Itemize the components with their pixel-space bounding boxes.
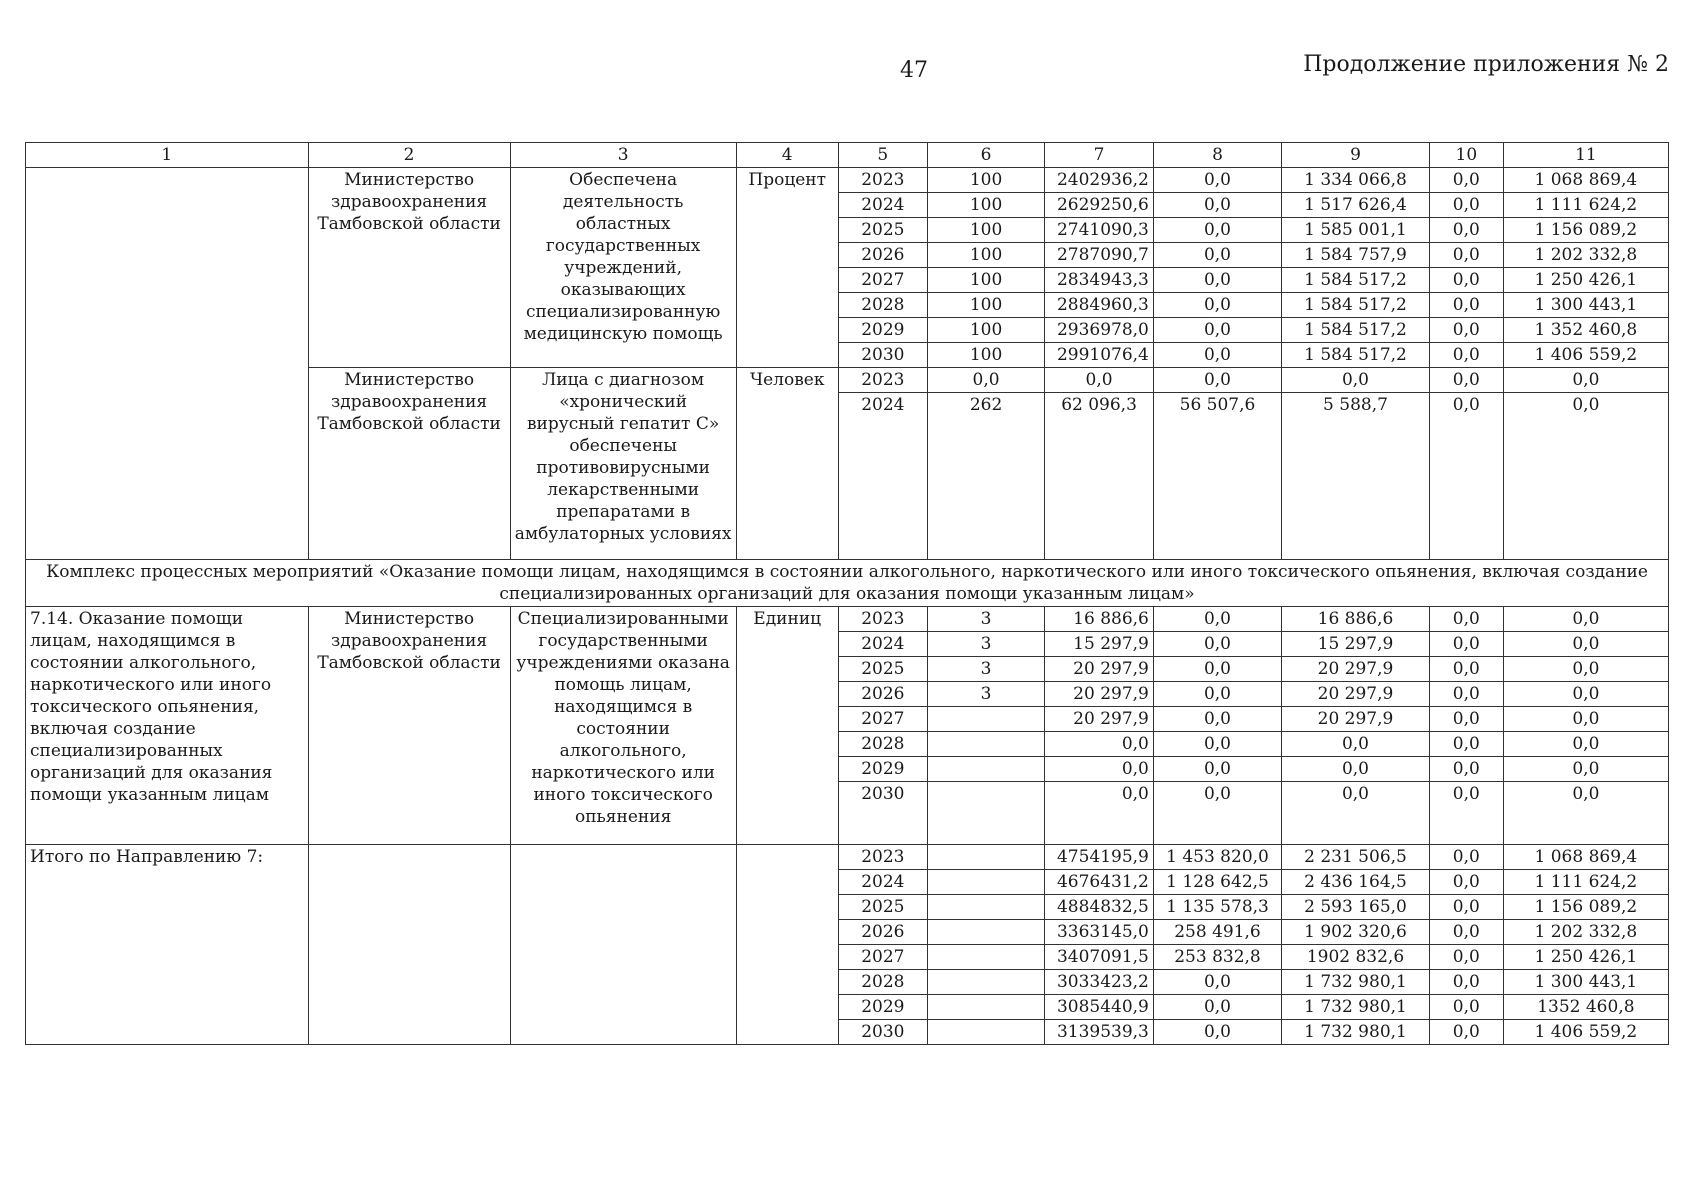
value-cell: 1 202 332,8 [1503, 243, 1668, 268]
header-cell: 11 [1503, 143, 1668, 168]
value-cell: 0,0 [1282, 782, 1430, 845]
value-cell [927, 895, 1044, 920]
value-cell: 1 902 320,6 [1282, 920, 1430, 945]
value-cell: 0,0 [1429, 632, 1503, 657]
section-row [26, 560, 1669, 607]
value-cell: 2884960,3 [1045, 293, 1154, 318]
value-cell: 15 297,9 [1045, 632, 1154, 657]
value-cell: 2028 [838, 732, 927, 757]
value-cell: 4754195,9 [1045, 845, 1154, 870]
value-cell: 0,0 [1282, 732, 1430, 757]
value-cell: 0,0 [1153, 343, 1281, 368]
value-cell [927, 920, 1044, 945]
value-cell: 0,0 [1153, 995, 1281, 1020]
value-cell: 0,0 [1153, 707, 1281, 732]
value-cell: 262 [927, 393, 1044, 560]
result-description-cell [510, 845, 736, 1045]
value-cell: 3139539,3 [1045, 1020, 1154, 1045]
value-cell: 0,0 [1153, 293, 1281, 318]
header-cell: 6 [927, 143, 1044, 168]
value-cell: 62 096,3 [1045, 393, 1154, 560]
value-cell: 1 584 517,2 [1282, 343, 1430, 368]
value-cell: 1 068 869,4 [1503, 168, 1668, 193]
value-cell: 0,0 [1429, 732, 1503, 757]
value-cell: 0,0 [1045, 732, 1154, 757]
value-cell: 0,0 [1153, 757, 1281, 782]
value-cell: 0,0 [1429, 607, 1503, 632]
value-cell: 2026 [838, 243, 927, 268]
value-cell: 1 128 642,5 [1153, 870, 1281, 895]
value-cell: 0,0 [1429, 268, 1503, 293]
value-cell: 100 [927, 268, 1044, 293]
value-cell: 20 297,9 [1045, 682, 1154, 707]
value-cell: 0,0 [1429, 895, 1503, 920]
result-description-cell: Лица с диагнозом «хронический вирусный гепатит С» обеспечены противовирусными лекарственными препаратами в амбулаторных условиях [510, 368, 736, 560]
value-cell: 2741090,3 [1045, 218, 1154, 243]
value-cell [927, 707, 1044, 732]
value-cell: 0,0 [1153, 682, 1281, 707]
measure-name-cell [26, 168, 309, 560]
value-cell: 2936978,0 [1045, 318, 1154, 343]
value-cell [927, 757, 1044, 782]
header-cell: 9 [1282, 143, 1430, 168]
value-cell: 2023 [838, 845, 927, 870]
value-cell: 0,0 [1153, 782, 1281, 845]
value-cell: 2026 [838, 682, 927, 707]
value-cell: 2025 [838, 218, 927, 243]
responsible-executor-cell: Министерство здравоохранения Тамбовской области [308, 607, 510, 845]
unit-cell: Единиц [736, 607, 838, 845]
table-row [26, 168, 1669, 193]
value-cell: 0,0 [1153, 657, 1281, 682]
value-cell: 100 [927, 343, 1044, 368]
value-cell: 1 584 517,2 [1282, 318, 1430, 343]
value-cell: 3 [927, 607, 1044, 632]
value-cell: 0,0 [1503, 682, 1668, 707]
table-row [26, 607, 1669, 632]
value-cell: 3363145,0 [1045, 920, 1154, 945]
value-cell: 0,0 [1429, 970, 1503, 995]
value-cell: 20 297,9 [1045, 707, 1154, 732]
value-cell: 0,0 [1153, 168, 1281, 193]
value-cell: 0,0 [1429, 318, 1503, 343]
value-cell: 0,0 [1503, 393, 1668, 560]
unit-cell: Человек [736, 368, 838, 560]
value-cell: 2029 [838, 318, 927, 343]
value-cell: 1 250 426,1 [1503, 945, 1668, 970]
value-cell: 1 111 624,2 [1503, 193, 1668, 218]
value-cell: 2025 [838, 657, 927, 682]
value-cell: 3 [927, 682, 1044, 707]
value-cell: 3 [927, 657, 1044, 682]
value-cell: 20 297,9 [1045, 657, 1154, 682]
value-cell: 1 584 757,9 [1282, 243, 1430, 268]
header-cell: 7 [1045, 143, 1154, 168]
value-cell: 0,0 [1153, 318, 1281, 343]
value-cell: 1 453 820,0 [1153, 845, 1281, 870]
value-cell: 1 584 517,2 [1282, 293, 1430, 318]
value-cell: 2024 [838, 193, 927, 218]
value-cell: 1 406 559,2 [1503, 1020, 1668, 1045]
value-cell: 20 297,9 [1282, 657, 1430, 682]
value-cell [927, 945, 1044, 970]
value-cell: 0,0 [1429, 870, 1503, 895]
value-cell: 253 832,8 [1153, 945, 1281, 970]
value-cell: 20 297,9 [1282, 707, 1430, 732]
value-cell: 4884832,5 [1045, 895, 1154, 920]
value-cell: 1 732 980,1 [1282, 995, 1430, 1020]
value-cell: 1 732 980,1 [1282, 1020, 1430, 1045]
value-cell: 0,0 [927, 368, 1044, 393]
value-cell: 0,0 [1282, 368, 1430, 393]
value-cell: 100 [927, 243, 1044, 268]
value-cell: 2027 [838, 268, 927, 293]
result-description-cell: Обеспечена деятельность областных государственных учреждений, оказывающих специализированную медицинскую помощь [510, 168, 736, 368]
value-cell: 20 297,9 [1282, 682, 1430, 707]
value-cell: 0,0 [1045, 368, 1154, 393]
measure-name-cell: 7.14. Оказание помощи лицам, находящимся в состоянии алкогольного, наркотического или иного токсического опьянения, включая создание специализированных организаций для оказания помощи указанным лицам [26, 607, 309, 845]
value-cell: 0,0 [1429, 293, 1503, 318]
value-cell: 5 588,7 [1282, 393, 1430, 560]
header-cell: 2 [308, 143, 510, 168]
value-cell: 0,0 [1429, 393, 1503, 560]
value-cell: 2027 [838, 707, 927, 732]
value-cell: 2026 [838, 920, 927, 945]
value-cell: 2030 [838, 1020, 927, 1045]
value-cell: 0,0 [1429, 243, 1503, 268]
value-cell: 100 [927, 318, 1044, 343]
value-cell: 3407091,5 [1045, 945, 1154, 970]
value-cell: 0,0 [1153, 607, 1281, 632]
value-cell: 1 250 426,1 [1503, 268, 1668, 293]
value-cell: 0,0 [1503, 782, 1668, 845]
value-cell: 1902 832,6 [1282, 945, 1430, 970]
value-cell: 0,0 [1429, 782, 1503, 845]
value-cell: 0,0 [1503, 757, 1668, 782]
header-cell: 1 [26, 143, 309, 168]
value-cell: 4676431,2 [1045, 870, 1154, 895]
value-cell: 1 156 089,2 [1503, 218, 1668, 243]
value-cell: 0,0 [1429, 657, 1503, 682]
value-cell: 2030 [838, 782, 927, 845]
appendix-title: Продолжение приложения № 2 [1303, 52, 1669, 77]
value-cell: 0,0 [1429, 757, 1503, 782]
value-cell [927, 782, 1044, 845]
value-cell: 2024 [838, 393, 927, 560]
value-cell: 2787090,7 [1045, 243, 1154, 268]
header-cell: 3 [510, 143, 736, 168]
responsible-executor-cell: Министерство здравоохранения Тамбовской области [308, 168, 510, 368]
value-cell: 0,0 [1153, 970, 1281, 995]
value-cell [927, 845, 1044, 870]
value-cell: 1 111 624,2 [1503, 870, 1668, 895]
header-cell: 8 [1153, 143, 1281, 168]
value-cell: 1352 460,8 [1503, 995, 1668, 1020]
value-cell: 16 886,6 [1282, 607, 1430, 632]
value-cell: 2029 [838, 757, 927, 782]
value-cell: 0,0 [1429, 682, 1503, 707]
program-table [25, 142, 1669, 1045]
header-cell: 4 [736, 143, 838, 168]
value-cell: 0,0 [1153, 632, 1281, 657]
value-cell: 0,0 [1503, 607, 1668, 632]
value-cell: 100 [927, 168, 1044, 193]
value-cell: 100 [927, 293, 1044, 318]
value-cell: 0,0 [1153, 218, 1281, 243]
value-cell: 1 300 443,1 [1503, 293, 1668, 318]
value-cell: 0,0 [1503, 732, 1668, 757]
value-cell: 100 [927, 218, 1044, 243]
value-cell: 2 231 506,5 [1282, 845, 1430, 870]
value-cell: 0,0 [1429, 193, 1503, 218]
value-cell: 0,0 [1429, 945, 1503, 970]
value-cell: 3 [927, 632, 1044, 657]
value-cell: 1 334 066,8 [1282, 168, 1430, 193]
value-cell: 2024 [838, 632, 927, 657]
value-cell: 0,0 [1429, 845, 1503, 870]
page-number: 47 [900, 58, 928, 83]
header-cell: 5 [838, 143, 927, 168]
value-cell: 0,0 [1429, 920, 1503, 945]
value-cell [927, 995, 1044, 1020]
unit-cell [736, 845, 838, 1045]
header-cell: 10 [1429, 143, 1503, 168]
value-cell: 2030 [838, 343, 927, 368]
value-cell: 1 068 869,4 [1503, 845, 1668, 870]
value-cell: 1 135 578,3 [1153, 895, 1281, 920]
value-cell: 2027 [838, 945, 927, 970]
table-row [26, 845, 1669, 870]
value-cell: 3085440,9 [1045, 995, 1154, 1020]
value-cell: 2028 [838, 293, 927, 318]
value-cell: 0,0 [1429, 168, 1503, 193]
value-cell: 0,0 [1429, 218, 1503, 243]
value-cell: 0,0 [1503, 657, 1668, 682]
value-cell: 2991076,4 [1045, 343, 1154, 368]
value-cell: 56 507,6 [1153, 393, 1281, 560]
value-cell: 1 406 559,2 [1503, 343, 1668, 368]
value-cell: 0,0 [1045, 782, 1154, 845]
value-cell [927, 970, 1044, 995]
responsible-executor-cell: Министерство здравоохранения Тамбовской области [308, 368, 510, 560]
value-cell: 0,0 [1429, 368, 1503, 393]
value-cell: 0,0 [1153, 732, 1281, 757]
value-cell: 2834943,3 [1045, 268, 1154, 293]
value-cell: 15 297,9 [1282, 632, 1430, 657]
value-cell: 1 732 980,1 [1282, 970, 1430, 995]
value-cell: 2028 [838, 970, 927, 995]
value-cell [927, 870, 1044, 895]
value-cell: 2023 [838, 607, 927, 632]
value-cell: 0,0 [1153, 1020, 1281, 1045]
value-cell: 0,0 [1503, 632, 1668, 657]
measure-name-cell: Итого по Направлению 7: [26, 845, 309, 1045]
value-cell: 0,0 [1429, 1020, 1503, 1045]
header-row [26, 143, 1669, 168]
value-cell: 1 352 460,8 [1503, 318, 1668, 343]
value-cell: 0,0 [1429, 343, 1503, 368]
value-cell [927, 732, 1044, 757]
section-title-cell: Комплекс процессных мероприятий «Оказание помощи лицам, находящимся в состоянии алкогольного, наркотического или иного токсического опьянения, включая создание специализированных организаций для оказания помощи указанным лицам» [26, 560, 1669, 607]
value-cell: 1 517 626,4 [1282, 193, 1430, 218]
value-cell: 2023 [838, 168, 927, 193]
value-cell: 2 593 165,0 [1282, 895, 1430, 920]
value-cell: 0,0 [1153, 368, 1281, 393]
value-cell: 2629250,6 [1045, 193, 1154, 218]
value-cell: 0,0 [1503, 368, 1668, 393]
value-cell: 1 584 517,2 [1282, 268, 1430, 293]
value-cell: 1 156 089,2 [1503, 895, 1668, 920]
value-cell: 2029 [838, 995, 927, 1020]
value-cell: 0,0 [1045, 757, 1154, 782]
value-cell: 2025 [838, 895, 927, 920]
value-cell: 0,0 [1153, 268, 1281, 293]
value-cell: 0,0 [1429, 995, 1503, 1020]
value-cell: 1 585 001,1 [1282, 218, 1430, 243]
value-cell: 0,0 [1153, 193, 1281, 218]
responsible-executor-cell [308, 845, 510, 1045]
value-cell: 0,0 [1153, 243, 1281, 268]
value-cell: 1 202 332,8 [1503, 920, 1668, 945]
unit-cell: Процент [736, 168, 838, 368]
value-cell: 16 886,6 [1045, 607, 1154, 632]
value-cell: 258 491,6 [1153, 920, 1281, 945]
value-cell [927, 1020, 1044, 1045]
value-cell: 2 436 164,5 [1282, 870, 1430, 895]
value-cell: 0,0 [1503, 707, 1668, 732]
result-description-cell: Специализированными государственными учреждениями оказана помощь лицам, находящимся в состоянии алкогольного, наркотического или иного токсического опьянения [510, 607, 736, 845]
value-cell: 1 300 443,1 [1503, 970, 1668, 995]
value-cell: 2023 [838, 368, 927, 393]
value-cell: 0,0 [1429, 707, 1503, 732]
value-cell: 0,0 [1282, 757, 1430, 782]
value-cell: 2024 [838, 870, 927, 895]
value-cell: 100 [927, 193, 1044, 218]
value-cell: 2402936,2 [1045, 168, 1154, 193]
value-cell: 3033423,2 [1045, 970, 1154, 995]
